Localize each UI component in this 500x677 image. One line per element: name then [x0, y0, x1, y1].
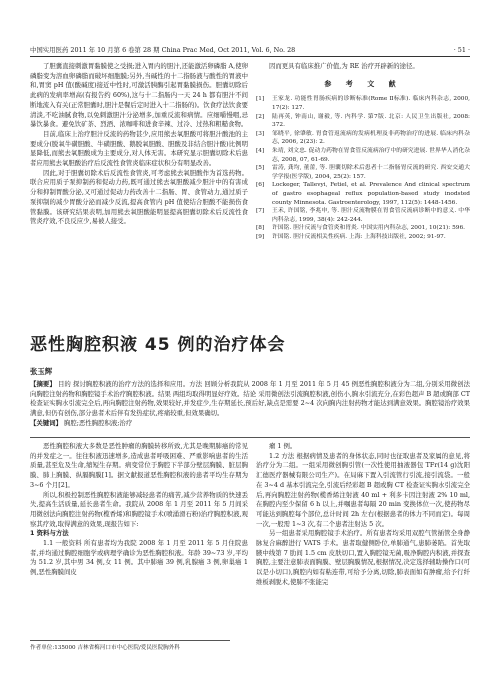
reference-text: 雷涛, 龚均, 董蕾, 等. 胆囊切除术后患者十二指肠胃反流的研究. 西安交通大学学报(医学版), 2004, 25(2): 157. — [272, 165, 470, 180]
journal-info: 中国实用医药 2011 年 10 月第 6 卷第 28 期 China Prac Med, Oct 2011, Vol. 6, No. 28 — [30, 46, 296, 54]
references-column — [256, 62, 470, 312]
keywords-label: 【关键词】 — [30, 418, 62, 427]
reference-number: [2] — [256, 113, 265, 120]
paragraph: 因而更具有临床推广价值,为 RE 治疗开辟新的途径。 — [269, 62, 419, 70]
paragraph: 另一组患者采用胸腔镜手术治疗。所有患者均采用双腔气管插管全身静脉复合麻醉进行 VATS 手术。患者取健侧卧位,单肺通气,患肺萎陷。首先取腋中线第 7 肋间 1.5 cm 皮肤切口,置入胸腔镜无菌,吸净胸腔内积液,并探查胸腔,主要注意肺表面胸膜、壁层胸膜情况,根据情况,决定选择辅助操作口(可以是小切口),胸腔内如有粘连带,可给予分离,切除,肺表面如有肿瘤,给予行纤维板剥脱术,使肺不张能完 — [256, 529, 470, 586]
paragraph: 所以,积极控制恶性胸腔积液能够减轻患者的痛苦,减少营养物质的快速丢失,提高生活质量,延长患者生命。我院从 2008 年 1 月至 2011 年 5 月间采用微创法向胸腔注射药物(榄香烯)和胸腔镜手术(喷涌滑石粉)治疗胸腔积液,观察其疗效,取得满意的效果,现报告如下: — [30, 490, 248, 528]
paragraph: 因此,对于胆囊切除术后反流性食管炎,可考虑熊去氧胆酸作为首选药物。联合应用质子泵抑制药和促动力药,既可通过熊去氧胆酸减少胆汁中的有害成分和抑制胃酸分泌,又可通过促动力药改善十二指肠、胃、食管动力,通过质子泵抑制的减少胃酸分泌而减少反流,提高食管内 pH 值使结合胆酸不能损伤食管黏膜。该研究结果表明,加用熊去氧胆酸能明显提高胆囊切除术后反流性食管炎疗效,不良反应少,易被人接受。 — [30, 168, 248, 226]
reference-item — [256, 130, 470, 147]
reference-item — [256, 207, 470, 224]
page-number: · 51 · — [453, 46, 470, 54]
reference-number: [7] — [256, 208, 265, 215]
paragraph: 1.1 一般资料 所有患者均为我院 2008 年 1 月至 2011 年 5 月住院患者,并均通过胸腔细胞学或病理学确诊为恶性胸腔积液。年龄 39~73 岁,平均为 51.2 岁,其中男 34 例,女 11 例。其中肺癌 39 例,乳腺癌 3 例,卵巢癌 1 例,恶性胸膜间皮 — [30, 539, 248, 577]
keywords-text: 胸腔;恶性胸腔积液;治疗 — [64, 418, 133, 427]
reference-number: [8] — [256, 225, 265, 232]
reference-number: [6] — [256, 182, 265, 189]
reference-number: [1] — [256, 96, 265, 103]
reference-text: 许国铭. 胆汁反流相关性疾病. 上海: 上海科技出版社, 2002; 91-97. — [272, 233, 446, 240]
abstract-block — [30, 380, 470, 429]
reference-item — [256, 181, 470, 207]
paragraph: 恶性胸腔积液大多数是恶性肿瘤的胸膜转移所致,尤其是晚期肺癌的常见的并发症之一。往往积液迅速增多,造成患者呼吸困难、严重影响患者的生活质量,甚至危及生命,缩短生存期。病变常位于胸腔下半部分壁层胸膜、脏层胸膜、肺上胸膜、纵膈胸膜[1]。据文献报道恶性胸腔积液的患者平均生存期为 3~6 个月[2]。 — [30, 442, 248, 489]
reference-text: 陆再英, 钟南山, 谢毅, 等. 内科学. 第7版. 北京: 人民卫生出版社, 2008: 372. — [272, 113, 470, 129]
author-affiliation-footnote: 作者单位:135000 吉林省梅河口市中心医院/爱民医院胸外科 — [30, 640, 230, 651]
reference-item — [256, 164, 470, 181]
article-author: 张玉辉 — [30, 367, 53, 376]
reference-text: 王禾, 许国铭, 李兆申, 等. 胆汁反流物膜在胃食管反流病诊断中的意义. 中华内科杂志, 1999, 38(4): 242-244. — [272, 208, 470, 223]
article-body-right — [256, 442, 470, 647]
reference-item — [256, 113, 470, 130]
reference-text: 朱靖, 刘文忠. 促动力药物在胃食管反流病治疗中的研究进展. 世界华人消化杂志, 2008, 07, 61-69. — [272, 147, 470, 163]
reference-number: [3] — [256, 130, 265, 137]
running-header — [30, 40, 470, 57]
paragraph: 了胆囊直接刺激胃黏膜使之受损;进入胃内的胆汁,还能激活卵磷脂 A,使卵磷脂变为溶血卵磷脂而破坏细胞膜;另外,当碱性的十二指肠液与酸性的胃液中和,胃窦 pH 值(酸碱度)接近中性时,可激活胰酶引起胃黏膜损伤。胆囊切除后此病的发病率增高(有报告约 60%),这与十二指肠内一天 24 h 都有胆汁不间断地流入有关(正常胆囊时,胆汁是餐后定时进入十二指肠的)。饮食疗法饮食要清淡,不吃油腻食物,以免刺激胆汁分泌增多,加重反流和病情。应细嚼慢咽,忌暴饮暴食。避免饮矿茶、烈酒、浓咖啡和进食辛辣、过冷、过热和粗糙食物。 — [30, 62, 248, 129]
reference-number: [5] — [256, 165, 265, 172]
reference-item — [256, 224, 470, 233]
abstract-label: 【摘要】 — [30, 380, 56, 388]
reference-text: Lockeger, Tallevyi, Fetiel, et al. Prevalence And clinical spectrum of gastro esophageal reflux population-based study inodsted county Minnesota. Gastroenterology, 1997, 112(5): 1448-1456. — [272, 182, 470, 206]
section-divider — [30, 437, 470, 438]
reference-text: 邹晓平, 徐肇敏. 胃食管返流病的发病机理及非药物治疗的进展. 临床内科杂志, 2006, 2(23): 2. — [272, 130, 470, 146]
paragraph: 瘤 1 例。 — [269, 442, 297, 450]
reference-number: [9] — [256, 233, 265, 240]
paragraph: 1.2 方法 根据病情及患者的身体状态,同时也征取患者及家属的意见,将治疗分为二组。一组采用微创胸引管(一次性使用抽液器包 TFr(14 g)沈阳汇德医疗器械有限公司生产)。在局麻下置入引流管行引流,接引流袋。一般在 3~4 d 基本引流完全,引流后经彩超 B 超或胸 CT 检查证实胸水引流完全后,再向胸腔注射药物(榄香烯注射液 40 ml + 利多卡因注射液 2% 10 ml,在胸腔内至少保留 6 h 以上,并嘱患者每隔 20 min 变换体位一次,使药物尽可能达到胸腔每个部位,总计时间 2h 左右(根据患者的体力不同而定)。每周一次,一般需 1~3 次,有二个患者注射达 5 次。 — [256, 451, 470, 528]
section-heading: 1 资料与方法 — [30, 529, 69, 538]
reference-item — [256, 233, 470, 242]
references-heading: 参 考 文 献 — [324, 79, 402, 88]
article-title: 恶性胸腔积液 45 例的治疗体会 — [30, 335, 286, 355]
paragraph: 目前,临床上治疗胆汁反流的药物甚少,应用熊去氧胆酸可将胆汁酸池的主要成分(脱氧牛磺胆酸、牛磺胆酸、鹅脱氧胆酸、胆酸及非结合胆汁酸)比例明显降低,而熊去氧胆酸成为主要成分,对人体无害。本研究显示胆囊切除术后患者应用熊去氧胆酸治疗后反流性食管炎临床症状积分有明显改善。 — [30, 129, 248, 168]
reference-text: 许国铭. 胆汁反流与食管炎和胃炎. 中国实用内科杂志, 2001, 10(21): 596. — [272, 225, 466, 232]
abstract-text: 目的 探讨胸腔积液的治疗方法的选择和应用。方法 回顾分析我院从 2008 年 1 月至 2011 年 5 月 45 例恶性胸腔积液分为二组,分别采用微创法向胸腔注射药物和胸腔镜手术治疗胸腔积液。结果 两组均取得明显好疗效。结论 采用微创法引流胸腔积液,创伤小,胸水引流充分,在彩色超声 B 超或胸部 CT 检查证实胸水引流完全后,再向胸腔注射药物,效果较好,并发症少,生存期延长,预后好,缺点是需要 2~4 次向胸内注射药物才能达到满意效果。胸腔镜治疗效果满意,但仍有创伤,部分患者术后伴有发热症状,疼痛较重,但效果确切。 — [30, 380, 470, 418]
article-body-left — [30, 442, 248, 632]
reference-item — [256, 95, 470, 112]
reference-item — [256, 147, 470, 164]
reference-text: 王家龙. 功能性胃肠疾病的诊断标准(Rome Ⅱ标准). 临床内科杂志, 2000, 17(2): 127. — [272, 96, 470, 111]
previous-article-text — [30, 62, 248, 312]
reference-number: [4] — [256, 147, 265, 154]
